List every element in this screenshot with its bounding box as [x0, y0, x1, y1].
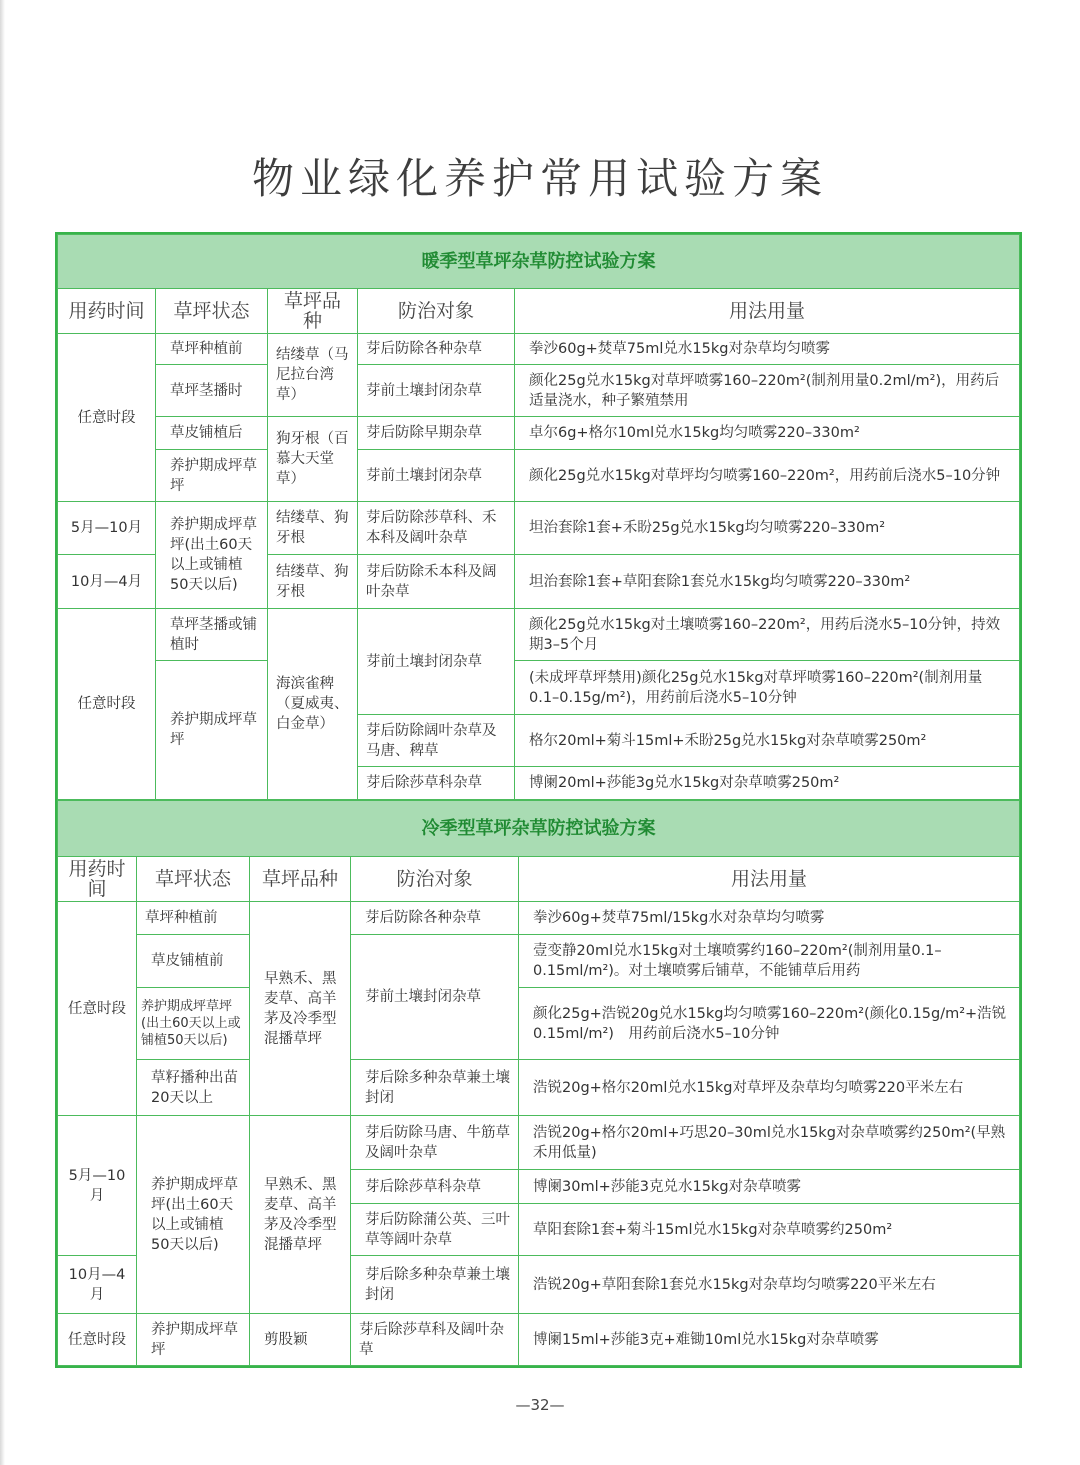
- warm-header-status: 草坪状态: [156, 289, 268, 334]
- cool-target-cell: 芽后除莎草科杂草: [351, 1170, 519, 1204]
- warm-usage-cell: 坦治套除1套+草阳套除1套兑水15kg均匀喷雾220–330m²: [515, 555, 1020, 609]
- warm-status-cell: 草坪茎播时: [156, 365, 268, 417]
- table-row: [58, 502, 1020, 555]
- cool-time-cell: 5月—10月: [58, 1116, 137, 1256]
- warm-time-cell: 10月—4月: [58, 555, 156, 609]
- warm-status-cell: 养护期成坪草坪: [156, 450, 268, 502]
- cool-header-status: 草坪状态: [137, 857, 250, 902]
- cool-variety-cell: 早熟禾、黑麦草、高羊茅及冷季型混播草坪: [250, 902, 351, 1116]
- warm-target-cell: 芽后防除禾本科及阔叶杂草: [358, 555, 515, 609]
- warm-usage-cell: 卓尔6g+格尔10ml兑水15kg均匀喷雾220–330m²: [515, 417, 1020, 450]
- warm-header-row: [58, 289, 1020, 334]
- cool-time-cell: 任意时段: [58, 902, 137, 1116]
- warm-table-banner: [58, 235, 1020, 289]
- table-row: [58, 365, 1020, 417]
- warm-time-cell: 5月—10月: [58, 502, 156, 555]
- cool-usage-cell: 草阳套除1套+菊斗15ml兑水15kg对杂草喷雾约250m²: [519, 1204, 1020, 1256]
- page-number: —32—: [515, 1396, 565, 1414]
- cool-time-cell: 10月—4月: [58, 1256, 137, 1314]
- cool-usage-cell: 博阑15ml+莎能3克+难锄10ml兑水15kg对杂草喷雾: [519, 1314, 1020, 1366]
- cool-header-target: 防治对象: [351, 857, 519, 902]
- warm-header-usage: 用法用量: [515, 289, 1020, 334]
- cool-time-cell: 任意时段: [58, 1314, 137, 1366]
- warm-variety-cell: 结缕草（马尼拉台湾草）: [268, 334, 358, 417]
- warm-table-title: 暖季型草坪杂草防控试验方案: [58, 235, 1020, 289]
- warm-target-cell: 芽后防除阔叶杂草及马唐、稗草: [358, 715, 515, 767]
- cool-target-cell: 芽后除莎草科及阔叶杂草: [351, 1314, 519, 1366]
- warm-target-cell: 芽后防除莎草科、禾本科及阔叶杂草: [358, 502, 515, 555]
- table-row: [58, 609, 1020, 661]
- cool-status-cell: 养护期成坪草坪: [137, 1314, 250, 1366]
- warm-target-cell: 芽后防除早期杂草: [358, 417, 515, 450]
- warm-usage-cell: 格尔20ml+菊斗15ml+禾盼25g兑水15kg对杂草喷雾250m²: [515, 715, 1020, 767]
- warm-status-cell: 草坪茎播或铺植时: [156, 609, 268, 661]
- cool-header-variety: 草坪品种: [250, 857, 351, 902]
- warm-header-time: 用药时间: [58, 289, 156, 334]
- warm-usage-cell: 博阑20ml+莎能3g兑水15kg对杂草喷雾250m²: [515, 767, 1020, 800]
- warm-header-target: 防治对象: [358, 289, 515, 334]
- warm-usage-cell: 坦治套除1套+禾盼25g兑水15kg均匀喷雾220–330m²: [515, 502, 1020, 555]
- warm-target-cell: 芽后防除各种杂草: [358, 334, 515, 365]
- warm-variety-cell: 结缕草、狗牙根: [268, 555, 358, 609]
- table-row: [58, 935, 1020, 988]
- cool-status-cell: 养护期成坪草坪(出土60天以上或铺植50天以后): [137, 988, 250, 1060]
- warm-season-table: [57, 234, 1020, 800]
- warm-time-cell: 任意时段: [58, 609, 156, 800]
- cool-target-cell: 芽后防除各种杂草: [351, 902, 519, 935]
- cool-usage-cell: 博阑30ml+莎能3克兑水15kg对杂草喷雾: [519, 1170, 1020, 1204]
- table-row: [58, 334, 1020, 365]
- warm-variety-cell: 狗牙根（百慕大天堂草）: [268, 417, 358, 502]
- warm-usage-cell: 颜化25g兑水15kg对草坪均匀喷雾160–220m²，用药前后浇水5–10分钟: [515, 450, 1020, 502]
- warm-target-cell: 芽后除莎草科杂草: [358, 767, 515, 800]
- cool-usage-cell: 拳沙60g+焚草75ml/15kg水对杂草均匀喷雾: [519, 902, 1020, 935]
- cool-usage-cell: 壹变静20ml兑水15kg对土壤喷雾约160–220m²(制剂用量0.1–0.15ml/m²)。对土壤喷雾后铺草，不能铺草后用药: [519, 935, 1020, 988]
- cool-status-cell: 草坪种植前: [137, 902, 250, 935]
- warm-usage-cell: 颜化25g兑水15kg对草坪喷雾160–220m²(制剂用量0.2ml/m²)，用药后适量浇水，种子繁殖禁用: [515, 365, 1020, 417]
- cool-table-title: 冷季型草坪杂草防控试验方案: [58, 801, 1020, 857]
- warm-usage-cell: 拳沙60g+焚草75ml兑水15kg对杂草均匀喷雾: [515, 334, 1020, 365]
- warm-target-cell: 芽前土壤封闭杂草: [358, 365, 515, 417]
- cool-target-cell: 芽后防除马唐、牛筋草及阔叶杂草: [351, 1116, 519, 1170]
- page-edge: [0, 0, 5, 1465]
- cool-usage-cell: 颜化25g+浩锐20g兑水15kg均匀喷雾160–220m²(颜化0.15g/m²+浩锐0.15ml/m²) 用药前后浇水5–10分钟: [519, 988, 1020, 1060]
- cool-variety-cell: 剪股颖: [250, 1314, 351, 1366]
- warm-status-cell: 养护期成坪草坪(出土60天以上或铺植50天以后): [156, 502, 268, 609]
- cool-status-cell: 养护期成坪草坪(出土60天以上或铺植50天以后): [137, 1116, 250, 1314]
- document-sheet: [55, 232, 1022, 1368]
- cool-usage-cell: 浩锐20g+格尔20ml+巧思20–30ml兑水15kg对杂草喷雾约250m²(早熟禾用低量): [519, 1116, 1020, 1170]
- warm-header-variety: 草坪品种: [268, 289, 358, 334]
- table-row: [58, 417, 1020, 450]
- cool-target-cell: 芽后除多种杂草兼土壤封闭: [351, 1256, 519, 1314]
- cool-table-banner: [58, 801, 1020, 857]
- warm-status-cell: 养护期成坪草坪: [156, 661, 268, 800]
- warm-time-cell: 任意时段: [58, 334, 156, 502]
- table-row: [58, 988, 1020, 1060]
- table-row: [58, 1116, 1020, 1170]
- table-row: [58, 902, 1020, 935]
- warm-usage-cell: 颜化25g兑水15kg对土壤喷雾160–220m²，用药后浇水5–10分钟，持效期3–5个月: [515, 609, 1020, 661]
- cool-header-row: [58, 857, 1020, 902]
- cool-usage-cell: 浩锐20g+格尔20ml兑水15kg对草坪及杂草均匀喷雾220平米左右: [519, 1060, 1020, 1116]
- warm-target-cell: 芽前土壤封闭杂草: [358, 609, 515, 715]
- cool-status-cell: 草籽播种出苗20天以上: [137, 1060, 250, 1116]
- page-title: 物业绿化养护常用试验方案: [251, 154, 828, 204]
- cool-season-table: [57, 800, 1020, 1366]
- warm-variety-cell: 海滨雀稗（夏威夷、白金草）: [268, 609, 358, 800]
- table-row: [58, 1314, 1020, 1366]
- cool-variety-cell: 早熟禾、黑麦草、高羊茅及冷季型混播草坪: [250, 1116, 351, 1314]
- cool-header-time: 用药时间: [58, 857, 137, 902]
- warm-variety-cell: 结缕草、狗牙根: [268, 502, 358, 555]
- warm-status-cell: 草坪种植前: [156, 334, 268, 365]
- table-row: [58, 661, 1020, 715]
- warm-usage-cell: (未成坪草坪禁用)颜化25g兑水15kg对草坪喷雾160–220m²(制剂用量0.1–0.15g/m²)，用药前后浇水5–10分钟: [515, 661, 1020, 715]
- cool-header-usage: 用法用量: [519, 857, 1020, 902]
- cool-target-cell: 芽前土壤封闭杂草: [351, 935, 519, 1060]
- warm-target-cell: 芽前土壤封闭杂草: [358, 450, 515, 502]
- cool-usage-cell: 浩锐20g+草阳套除1套兑水15kg对杂草均匀喷雾220平米左右: [519, 1256, 1020, 1314]
- cool-status-cell: 草皮铺植前: [137, 935, 250, 988]
- table-row: [58, 1060, 1020, 1116]
- cool-target-cell: 芽后除多种杂草兼土壤封闭: [351, 1060, 519, 1116]
- cool-target-cell: 芽后防除蒲公英、三叶草等阔叶杂草: [351, 1204, 519, 1256]
- table-row: [58, 450, 1020, 502]
- warm-status-cell: 草皮铺植后: [156, 417, 268, 450]
